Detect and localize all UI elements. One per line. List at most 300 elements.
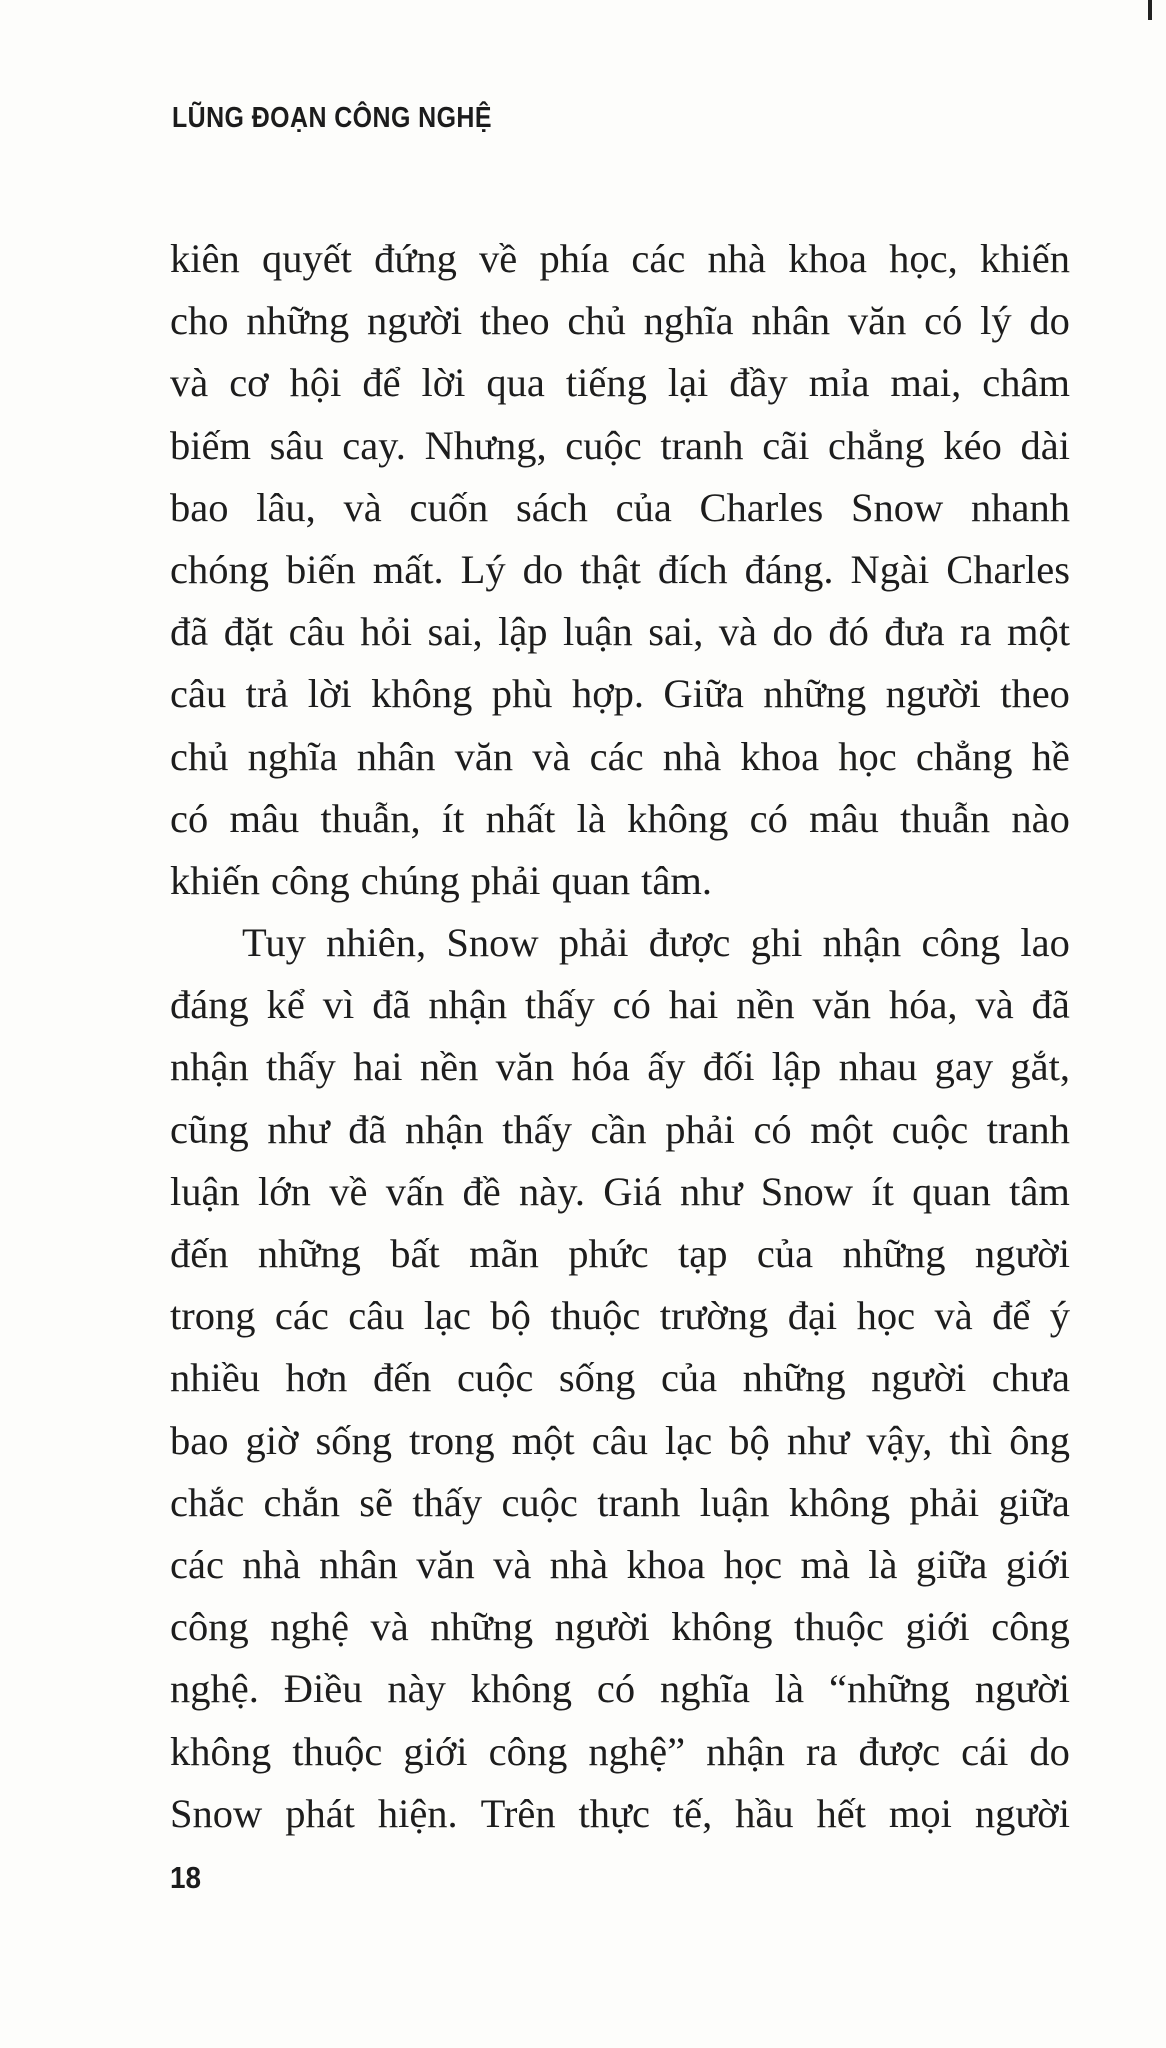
word: tiếng — [565, 360, 647, 406]
word: học — [838, 733, 897, 779]
word: phát — [285, 1790, 355, 1836]
word: đề — [462, 1168, 501, 1214]
word: sống — [558, 1355, 636, 1401]
word: thấy — [266, 1044, 336, 1090]
word: nhanh — [970, 484, 1070, 530]
word: nền — [736, 982, 795, 1028]
word: đó — [828, 609, 869, 655]
word: hiện. — [377, 1790, 458, 1836]
word: những — [763, 671, 867, 717]
word: đại — [787, 1293, 838, 1339]
word: công — [270, 857, 350, 903]
word: trong — [170, 1293, 256, 1339]
word: đích — [657, 546, 728, 592]
word: được — [648, 920, 731, 966]
word: sai, — [648, 609, 704, 655]
word: có — [749, 795, 788, 841]
word: thật — [580, 546, 641, 592]
word: tranh — [660, 422, 744, 468]
word: chúng — [360, 857, 460, 903]
word: những — [246, 298, 350, 344]
text-line — [170, 1410, 1070, 1472]
text-line — [170, 1285, 1070, 1347]
word: mâu — [229, 795, 300, 841]
word: sai, — [427, 609, 483, 655]
word: có — [612, 982, 651, 1028]
word: nghệ” — [588, 1728, 686, 1774]
word: phù — [491, 671, 553, 717]
word: do — [1029, 1728, 1070, 1774]
word: nhận — [404, 1106, 484, 1152]
word: cơ — [229, 360, 269, 406]
word: thấy — [524, 982, 595, 1028]
word: thuộc — [550, 1293, 641, 1339]
word: và — [532, 733, 571, 779]
text-line — [170, 1347, 1070, 1409]
word: nghệ — [270, 1604, 349, 1650]
text-line — [170, 1099, 1070, 1161]
word: trả — [245, 671, 289, 717]
word: văn — [812, 982, 872, 1028]
word: và — [343, 484, 382, 530]
word: nhiên, — [326, 920, 427, 966]
word: người — [366, 298, 463, 344]
word: không — [671, 1604, 773, 1650]
text-line — [170, 539, 1070, 601]
word: cần — [590, 1106, 647, 1152]
word: giữa — [998, 1479, 1070, 1525]
text-line — [170, 1783, 1070, 1845]
word: giới — [905, 1604, 970, 1650]
word: công — [488, 1728, 568, 1774]
word: Charles — [699, 484, 824, 530]
word: tranh — [986, 1106, 1070, 1152]
word: người — [554, 1604, 650, 1650]
word: Snow — [850, 484, 944, 530]
text-line — [170, 1534, 1070, 1596]
word: gắt, — [1010, 1044, 1070, 1090]
word: của — [660, 1355, 718, 1401]
text-line — [170, 228, 1070, 290]
word: thuộc — [794, 1604, 885, 1650]
word: trường — [659, 1293, 769, 1339]
word: kiên — [170, 236, 240, 281]
word: Giữa — [663, 671, 744, 717]
word: nào — [1011, 795, 1070, 841]
word: người — [974, 1790, 1070, 1836]
word: nhân — [319, 1541, 398, 1587]
word: chưa — [991, 1355, 1070, 1401]
word: mai, — [890, 360, 962, 406]
text-line — [170, 974, 1070, 1036]
word: lý — [980, 298, 1012, 344]
word: phải — [909, 1479, 980, 1525]
word: có — [753, 1106, 792, 1152]
word: ghi — [750, 920, 803, 966]
word: bao — [170, 1417, 229, 1463]
word: thì — [949, 1417, 993, 1463]
word: ý — [1049, 1293, 1070, 1339]
word: đã — [1031, 982, 1070, 1028]
word: sâu — [269, 422, 324, 468]
word: công — [921, 920, 1001, 966]
word: đưa — [884, 609, 945, 655]
word: luận — [170, 1168, 240, 1214]
word: khoa — [788, 236, 867, 281]
word: vì — [322, 982, 355, 1028]
word: tế, — [672, 1790, 713, 1836]
word: đã — [170, 609, 209, 655]
word: giới — [1005, 1541, 1070, 1587]
word: theo — [1000, 671, 1070, 717]
page-edge-mark — [1148, 0, 1152, 20]
word: thuộc — [292, 1728, 383, 1774]
word: chẳng — [915, 733, 1013, 779]
word: luận — [699, 1479, 770, 1525]
word: này. — [519, 1168, 585, 1214]
word: nhau — [838, 1044, 918, 1090]
word: Snow — [446, 920, 539, 966]
word: ấy — [647, 1044, 686, 1090]
word: như — [680, 1168, 743, 1214]
word: này — [387, 1666, 446, 1712]
word: thực — [578, 1790, 650, 1836]
word: khiến — [979, 236, 1070, 281]
word: trong — [409, 1417, 495, 1463]
word: quyết — [261, 236, 352, 281]
word: của — [615, 484, 672, 530]
word: vấn — [385, 1168, 445, 1214]
word: về — [479, 236, 518, 281]
page-number: 18 — [170, 1860, 202, 1895]
word: câu — [348, 1293, 405, 1339]
word: cuốn — [409, 484, 489, 530]
word: văn — [495, 1044, 555, 1090]
word: phải — [558, 920, 629, 966]
word: biến — [286, 546, 356, 592]
word: hỏi — [360, 609, 413, 655]
word: lại — [667, 360, 709, 406]
word: không — [627, 795, 729, 841]
text-line — [170, 1161, 1070, 1223]
word: luận — [563, 609, 633, 655]
word: đến — [372, 1355, 432, 1401]
word: cho — [170, 298, 229, 344]
word: học — [856, 1293, 916, 1339]
word: châm — [982, 360, 1070, 406]
word: đứng — [374, 236, 457, 281]
word: đầy — [729, 360, 788, 406]
word: hơn — [285, 1355, 348, 1401]
word: ít — [441, 795, 465, 841]
word: không — [371, 671, 473, 717]
word: Nhưng, — [424, 422, 547, 468]
word: hóa, — [888, 982, 958, 1028]
word: cãi — [762, 422, 810, 468]
word: lập — [771, 1044, 822, 1090]
word: lao — [1020, 920, 1070, 966]
word: hợp. — [571, 671, 644, 717]
word: biếm — [170, 422, 251, 468]
text-line — [170, 352, 1070, 414]
word: nhận — [170, 1044, 249, 1090]
word: lập — [498, 609, 548, 655]
word: nghĩa — [643, 298, 734, 344]
word: mà — [800, 1541, 850, 1587]
text-line — [170, 1658, 1070, 1720]
word: cũng — [170, 1106, 249, 1152]
word: chắn — [263, 1479, 340, 1525]
word: chẳng — [828, 422, 925, 468]
word: Snow — [760, 1168, 854, 1214]
word: một — [810, 1106, 874, 1152]
word: nhân — [751, 298, 831, 344]
word: kéo — [943, 422, 1002, 468]
text-line — [170, 726, 1070, 788]
word: cuộc — [565, 422, 642, 468]
word: cái — [961, 1728, 1009, 1774]
word: phải — [665, 1106, 735, 1152]
word: Lý — [460, 546, 506, 592]
word: những — [257, 1231, 361, 1276]
word: khiến — [170, 857, 260, 903]
word: đặt — [223, 609, 274, 655]
word: cuộc — [501, 1479, 578, 1525]
running-head: LŨNG ĐOẠN CÔNG NGHỆ — [172, 102, 492, 134]
word: được — [858, 1728, 941, 1774]
word: sẽ — [359, 1479, 394, 1525]
word: phức — [568, 1231, 649, 1276]
word: Ngài — [850, 546, 930, 592]
word: và — [975, 982, 1014, 1028]
word: theo — [479, 298, 550, 344]
text-line — [170, 477, 1070, 539]
word: những — [430, 1604, 534, 1650]
word: nghĩa — [660, 1666, 750, 1712]
word: văn — [454, 733, 514, 779]
word: mãn — [469, 1231, 539, 1276]
word: lâu, — [256, 484, 316, 530]
word: Trên — [480, 1790, 556, 1836]
word: hóa — [571, 1044, 630, 1090]
word: chắc — [170, 1479, 245, 1525]
word: người — [974, 1666, 1070, 1712]
word: do — [1029, 298, 1070, 344]
word: phía — [539, 236, 610, 281]
word: gay — [934, 1044, 994, 1090]
word: ra — [805, 1728, 838, 1774]
word: về — [329, 1168, 368, 1214]
word: đáng. — [744, 546, 834, 592]
word: tạp — [678, 1231, 728, 1276]
word: giới — [403, 1728, 468, 1774]
word: các — [274, 1293, 329, 1339]
word: học — [723, 1541, 783, 1587]
word: ông — [1009, 1417, 1070, 1463]
word: một — [511, 1417, 575, 1463]
text-line — [170, 1223, 1070, 1285]
word: và — [170, 360, 209, 406]
word: các — [170, 1541, 224, 1587]
word: và — [493, 1541, 532, 1587]
word: do — [522, 546, 564, 592]
word: nhà — [549, 1541, 609, 1587]
word: những — [742, 1355, 846, 1401]
word: đến — [170, 1231, 229, 1276]
word: hết — [816, 1790, 867, 1836]
word: là — [774, 1666, 805, 1712]
word: khoa — [740, 733, 820, 779]
body-text — [170, 228, 1070, 1845]
word: mất. — [372, 546, 444, 592]
word: thấy — [502, 1106, 572, 1152]
word: nhận — [428, 982, 508, 1028]
word: người — [871, 1355, 967, 1401]
word: câu — [170, 671, 227, 717]
word: ra — [960, 609, 992, 655]
text-line — [170, 912, 1070, 974]
word: công — [991, 1604, 1070, 1650]
word: không — [170, 1728, 272, 1774]
text-line — [170, 1596, 1070, 1658]
word: hai — [353, 1044, 403, 1090]
word: lớn — [258, 1168, 311, 1214]
word: cuộc — [891, 1106, 969, 1152]
text-line — [170, 415, 1070, 477]
word: Tuy — [242, 920, 306, 966]
word: Snow — [170, 1790, 263, 1836]
text-line — [170, 788, 1070, 850]
word: giờ — [245, 1417, 299, 1463]
word: đã — [348, 1106, 387, 1152]
word: do — [772, 609, 813, 655]
word: mâu — [809, 795, 879, 841]
word: chủ — [567, 298, 626, 344]
text-line — [170, 850, 1070, 912]
word: thuẫn, — [320, 795, 421, 841]
word: học, — [889, 236, 958, 281]
word: cuộc — [456, 1355, 534, 1401]
word: nghệ. — [170, 1666, 259, 1712]
word: mọi — [888, 1790, 952, 1836]
word: nhân — [356, 733, 436, 779]
word: cay. — [342, 422, 406, 468]
word: kể — [266, 982, 305, 1028]
text-line — [170, 1472, 1070, 1534]
word: khoa — [626, 1541, 706, 1587]
word: có — [596, 1666, 636, 1712]
word: văn — [847, 298, 907, 344]
word: các — [631, 236, 686, 281]
word: hội — [289, 360, 342, 406]
word: như — [267, 1106, 330, 1152]
word: để — [362, 360, 401, 406]
word: những — [842, 1231, 946, 1276]
word: người — [885, 671, 981, 717]
word: một — [1006, 609, 1070, 655]
word: người — [974, 1231, 1070, 1276]
word: các — [589, 733, 644, 779]
text-line — [170, 1036, 1070, 1098]
word: nhà — [242, 1541, 301, 1587]
word: hai — [668, 982, 719, 1028]
word: mỉa — [808, 360, 870, 406]
word: vậy, — [866, 1417, 933, 1463]
word: sách — [515, 484, 588, 530]
word: tranh — [597, 1479, 681, 1525]
word: là — [868, 1541, 898, 1587]
word: câu — [591, 1417, 648, 1463]
word: nhất — [485, 795, 556, 841]
word: qua — [486, 360, 545, 406]
word: công — [170, 1604, 249, 1650]
word: đối — [702, 1044, 755, 1090]
word: lạc — [423, 1293, 472, 1339]
text-line — [170, 601, 1070, 663]
word: nhận — [822, 920, 902, 966]
word: thuẫn — [900, 795, 991, 841]
word: Charles — [946, 546, 1070, 592]
word: nghĩa — [247, 733, 338, 779]
word: thấy — [412, 1479, 483, 1525]
word: và — [934, 1293, 973, 1339]
word: của — [756, 1231, 814, 1276]
word: bộ — [729, 1417, 770, 1463]
word: nhà — [707, 236, 767, 281]
word: sống — [315, 1417, 393, 1463]
word: văn — [416, 1541, 475, 1587]
word: có — [924, 298, 963, 344]
word: quan — [551, 857, 631, 903]
word: đã — [372, 982, 411, 1028]
word: bộ — [490, 1293, 531, 1339]
word: lạc — [665, 1417, 713, 1463]
word: bao — [170, 484, 229, 530]
word: nhận — [706, 1728, 785, 1774]
word: lời — [421, 360, 466, 406]
word: chủ — [170, 733, 229, 779]
word: đáng — [170, 982, 249, 1028]
word: bất — [390, 1231, 440, 1276]
word: không — [470, 1666, 572, 1712]
word: Giá — [603, 1168, 662, 1214]
word: chóng — [170, 546, 269, 592]
word: hề — [1031, 733, 1070, 779]
word: nền — [419, 1044, 479, 1090]
word: câu — [288, 609, 345, 655]
word: là — [576, 795, 606, 841]
word: Điều — [283, 1666, 363, 1712]
word: và — [718, 609, 758, 655]
text-line — [170, 663, 1070, 725]
word: nhà — [662, 733, 722, 779]
word: như — [786, 1417, 850, 1463]
word: có — [170, 795, 209, 841]
word: quan — [912, 1168, 991, 1214]
word: hầu — [735, 1790, 794, 1836]
word: để — [992, 1293, 1031, 1339]
word: nhiều — [170, 1355, 260, 1401]
word: ít — [871, 1168, 894, 1214]
text-line — [170, 290, 1070, 352]
word: phải — [470, 857, 541, 903]
word: “những — [829, 1666, 950, 1712]
word: và — [370, 1604, 409, 1650]
word: dài — [1020, 422, 1070, 468]
word: tâm — [1009, 1168, 1070, 1214]
text-line — [170, 1721, 1070, 1783]
word: lời — [307, 671, 352, 717]
